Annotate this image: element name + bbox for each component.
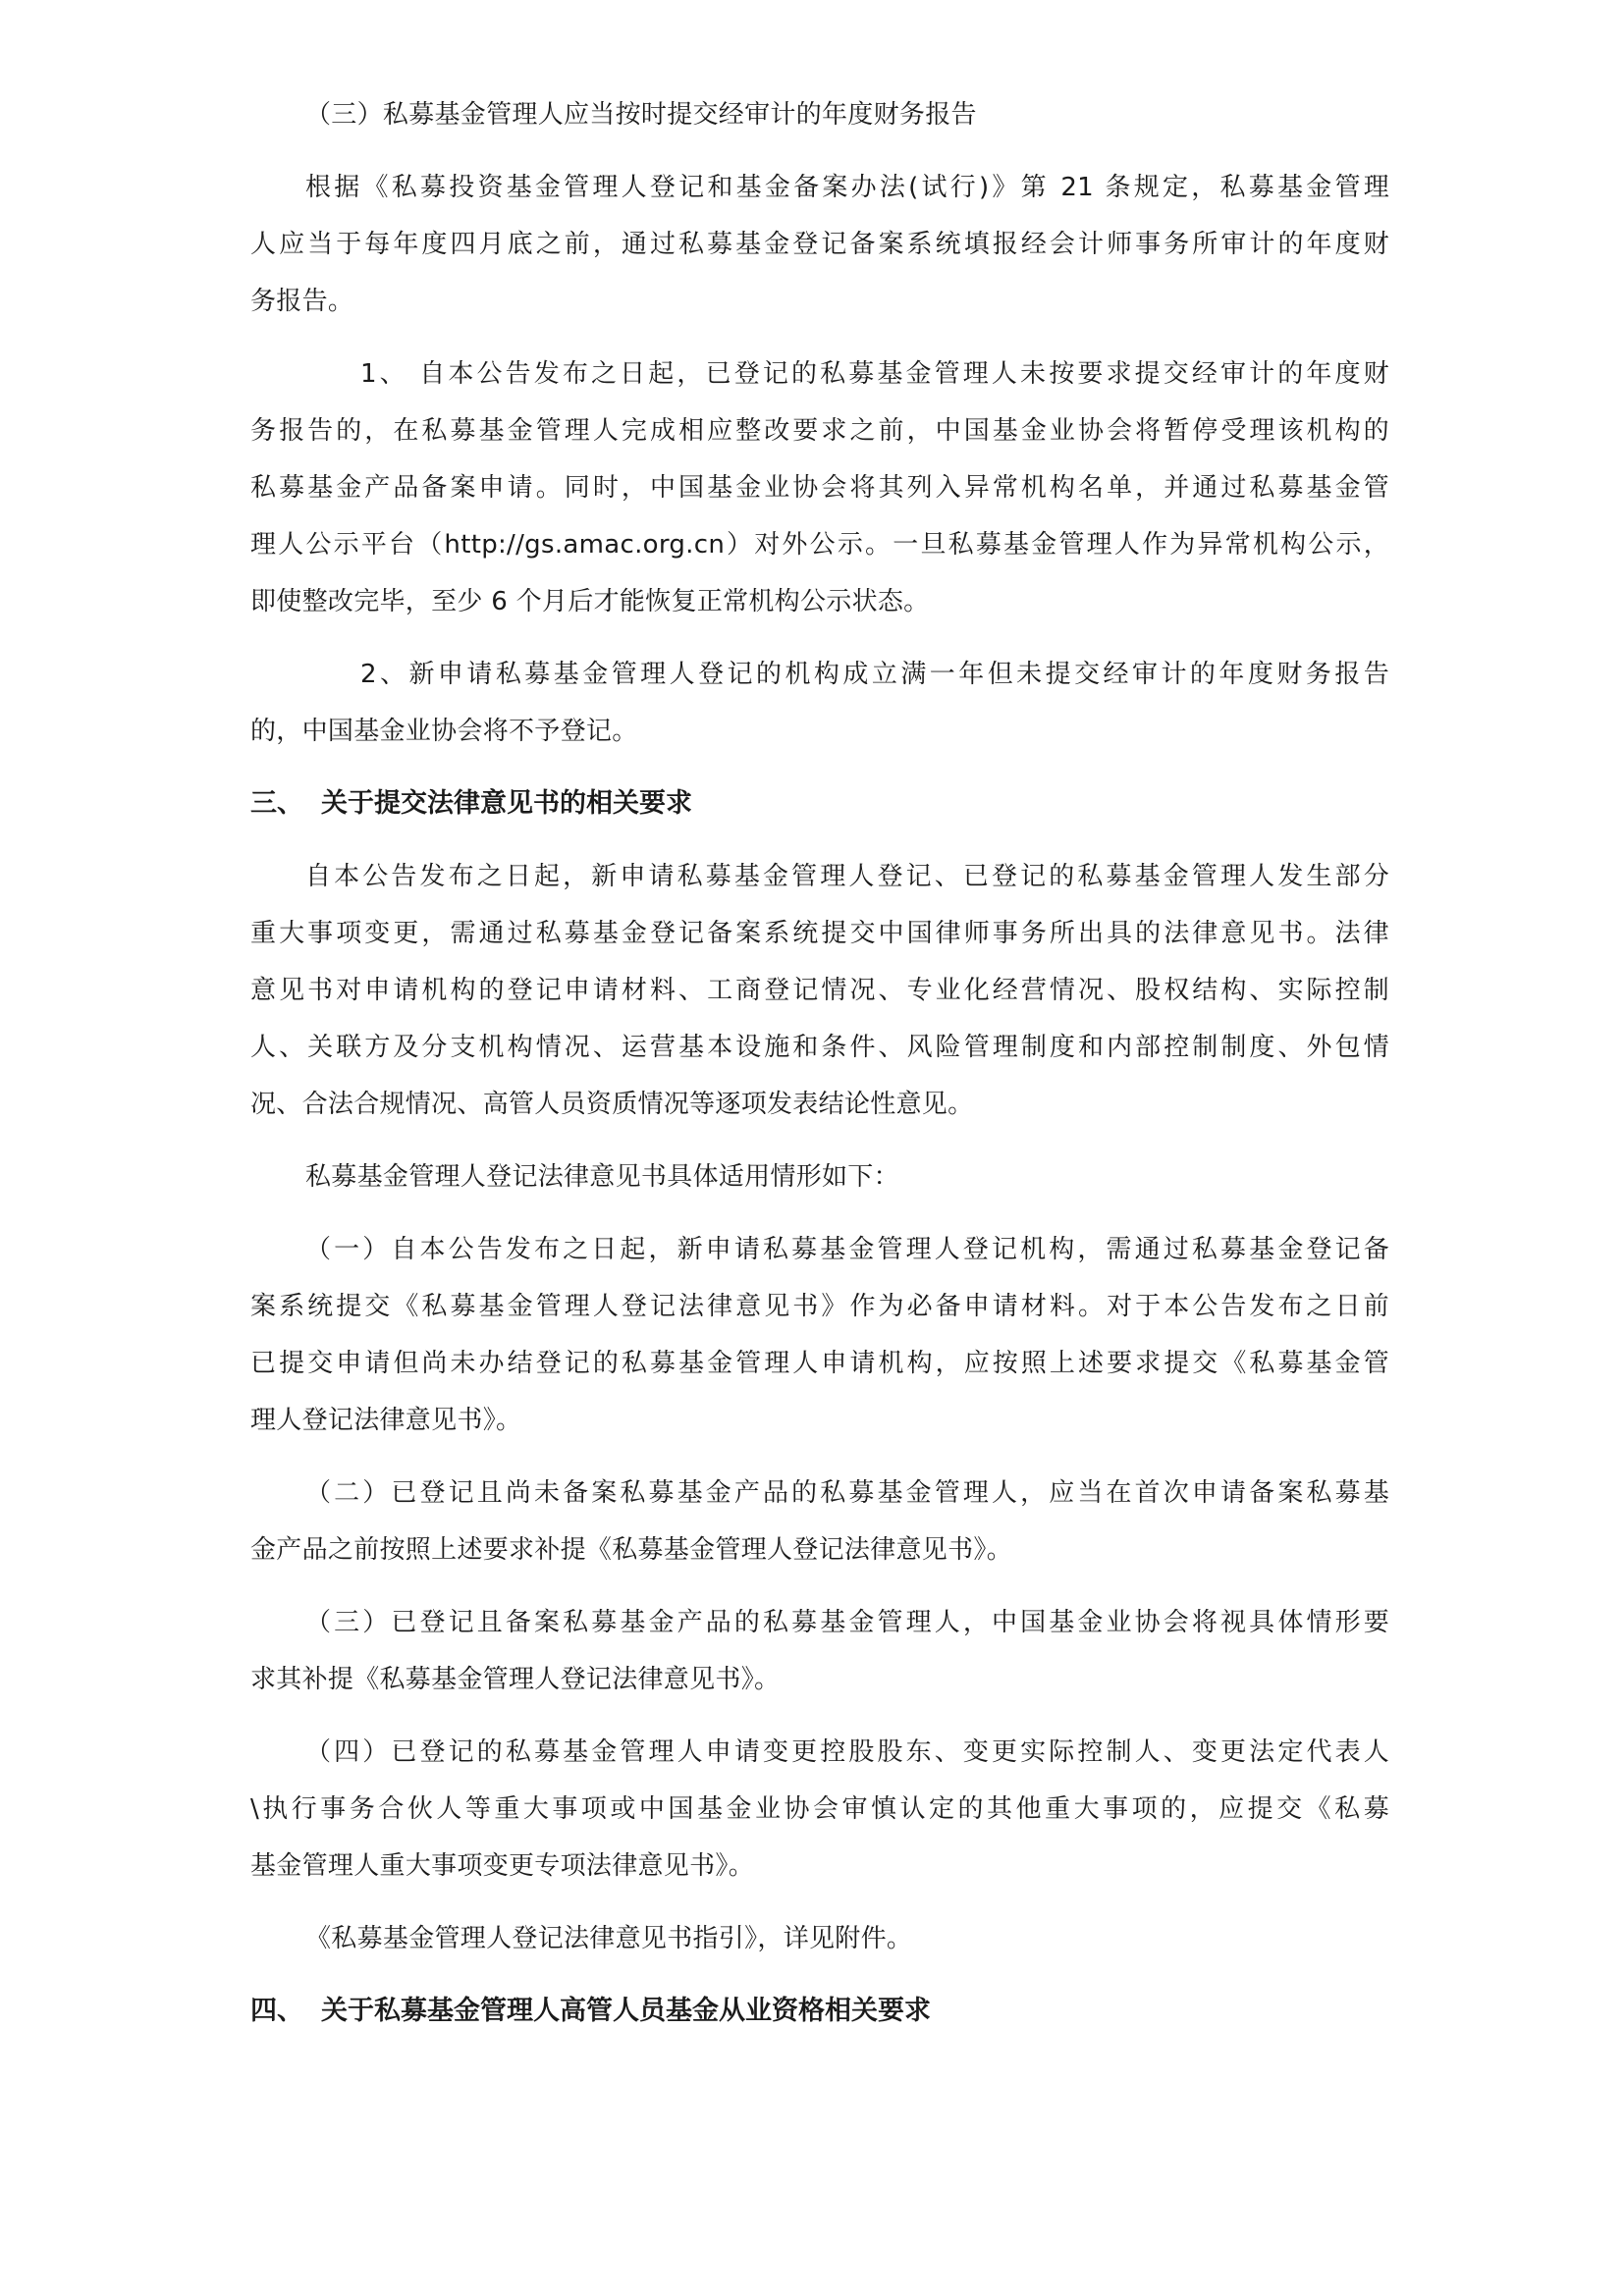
paragraph-line: 2、新申请私募基金管理人登记的机构成立满一年但未提交经审计的年度财务报告 [360,660,1389,689]
paragraph-line: 自本公告发布之日起，新申请私募基金管理人登记、已登记的私募基金管理人发生部分 [305,862,1389,891]
paragraph [250,1148,1389,1205]
paragraph [250,346,1389,630]
paragraph-line: 基金管理人重大事项变更专项法律意见书》。 [250,1851,755,1881]
paragraph-line: （三）已登记且备案私募基金产品的私募基金管理人，中国基金业协会将视具体情形要 [305,1608,1389,1637]
paragraph [250,848,1389,1133]
paragraph-line: 求其补提《私募基金管理人登记法律意见书》。 [250,1665,781,1694]
paragraph-line: 私募基金管理人登记法律意见书具体适用情形如下： [305,1162,899,1192]
paragraph-line: 务报告的，在私募基金管理人完成相应整改要求之前，中国基金业协会将暂停受理该机构的 [250,416,1389,446]
paragraph-line: 即使整改完毕，至少 6 个月后才能恢复正常机构公示状态。 [250,587,930,616]
paragraph [250,646,1389,760]
section-title: 关于私募基金管理人高管人员基金从业资格相关要求 [321,1996,931,2026]
paragraph-line: \执行事务合伙人等重大事项或中国基金业协会审慎认定的其他重大事项的，应提交《私募 [250,1794,1389,1824]
paragraph [250,86,1389,143]
paragraph [250,1724,1389,1895]
section-title: 关于提交法律意见书的相关要求 [321,788,692,819]
section-number: 三、 [250,788,303,819]
paragraph-line: 根据《私募投资基金管理人登记和基金备案办法(试行)》第 21 条规定，私募基金管理 [305,173,1389,202]
paragraph-line: 理人登记法律意见书》。 [250,1406,522,1435]
paragraph-line: 况、合法合规情况、高管人员资质情况等逐项发表结论性意见。 [250,1090,974,1119]
paragraph-line: 理人公示平台（http://gs.amac.org.cn）对外公示。一旦私募基金管理人作为异常机构公示， [250,530,1389,560]
paragraph-line: 人应当于每年度四月底之前，通过私募基金登记备案系统填报经会计师事务所审计的年度财 [250,230,1389,259]
paragraph [250,1465,1389,1578]
paragraph-line: 金产品之前按照上述要求补提《私募基金管理人登记法律意见书》。 [250,1535,1013,1565]
paragraph-line: 《私募基金管理人登记法律意见书指引》，详见附件。 [305,1924,913,1953]
paragraph-line: 私募基金产品备案申请。同时，中国基金业协会将其列入异常机构名单，并通过私募基金管 [250,473,1389,503]
paragraph-line: 务报告。 [250,287,354,316]
paragraph-line: 意见书对申请机构的登记申请材料、工商登记情况、专业化经营情况、股权结构、实际控制 [250,976,1389,1005]
paragraph [250,1221,1389,1449]
paragraph [250,1910,1389,1967]
section-heading [250,775,1389,832]
paragraph-line: 案系统提交《私募基金管理人登记法律意见书》作为必备申请材料。对于本公告发布之日前 [250,1292,1389,1321]
paragraph-line: （一）自本公告发布之日起，新申请私募基金管理人登记机构，需通过私募基金登记备 [305,1235,1389,1264]
section-heading [250,1983,1389,2040]
paragraph-line: （二）已登记且尚未备案私募基金产品的私募基金管理人，应当在首次申请备案私募基 [305,1478,1389,1508]
paragraph-line: （四）已登记的私募基金管理人申请变更控股股东、变更实际控制人、变更法定代表人 [305,1737,1389,1767]
paragraph-line: 重大事项变更，需通过私募基金登记备案系统提交中国律师事务所出具的法律意见书。法律 [250,919,1389,948]
paragraph-line: 的，中国基金业协会将不予登记。 [250,717,638,746]
paragraph [250,159,1389,330]
paragraph-line: 已提交申请但尚未办结登记的私募基金管理人申请机构，应按照上述要求提交《私募基金管 [250,1349,1389,1378]
section-number: 四、 [250,1996,303,2026]
document-body [250,86,1389,2040]
paragraph-line: 1、 自本公告发布之日起，已登记的私募基金管理人未按要求提交经审计的年度财 [360,359,1389,389]
paragraph-line: 人、关联方及分支机构情况、运营基本设施和条件、风险管理制度和内部控制制度、外包情 [250,1033,1389,1062]
paragraph-line: （三）私募基金管理人应当按时提交经审计的年度财务报告 [305,100,977,130]
paragraph [250,1594,1389,1708]
